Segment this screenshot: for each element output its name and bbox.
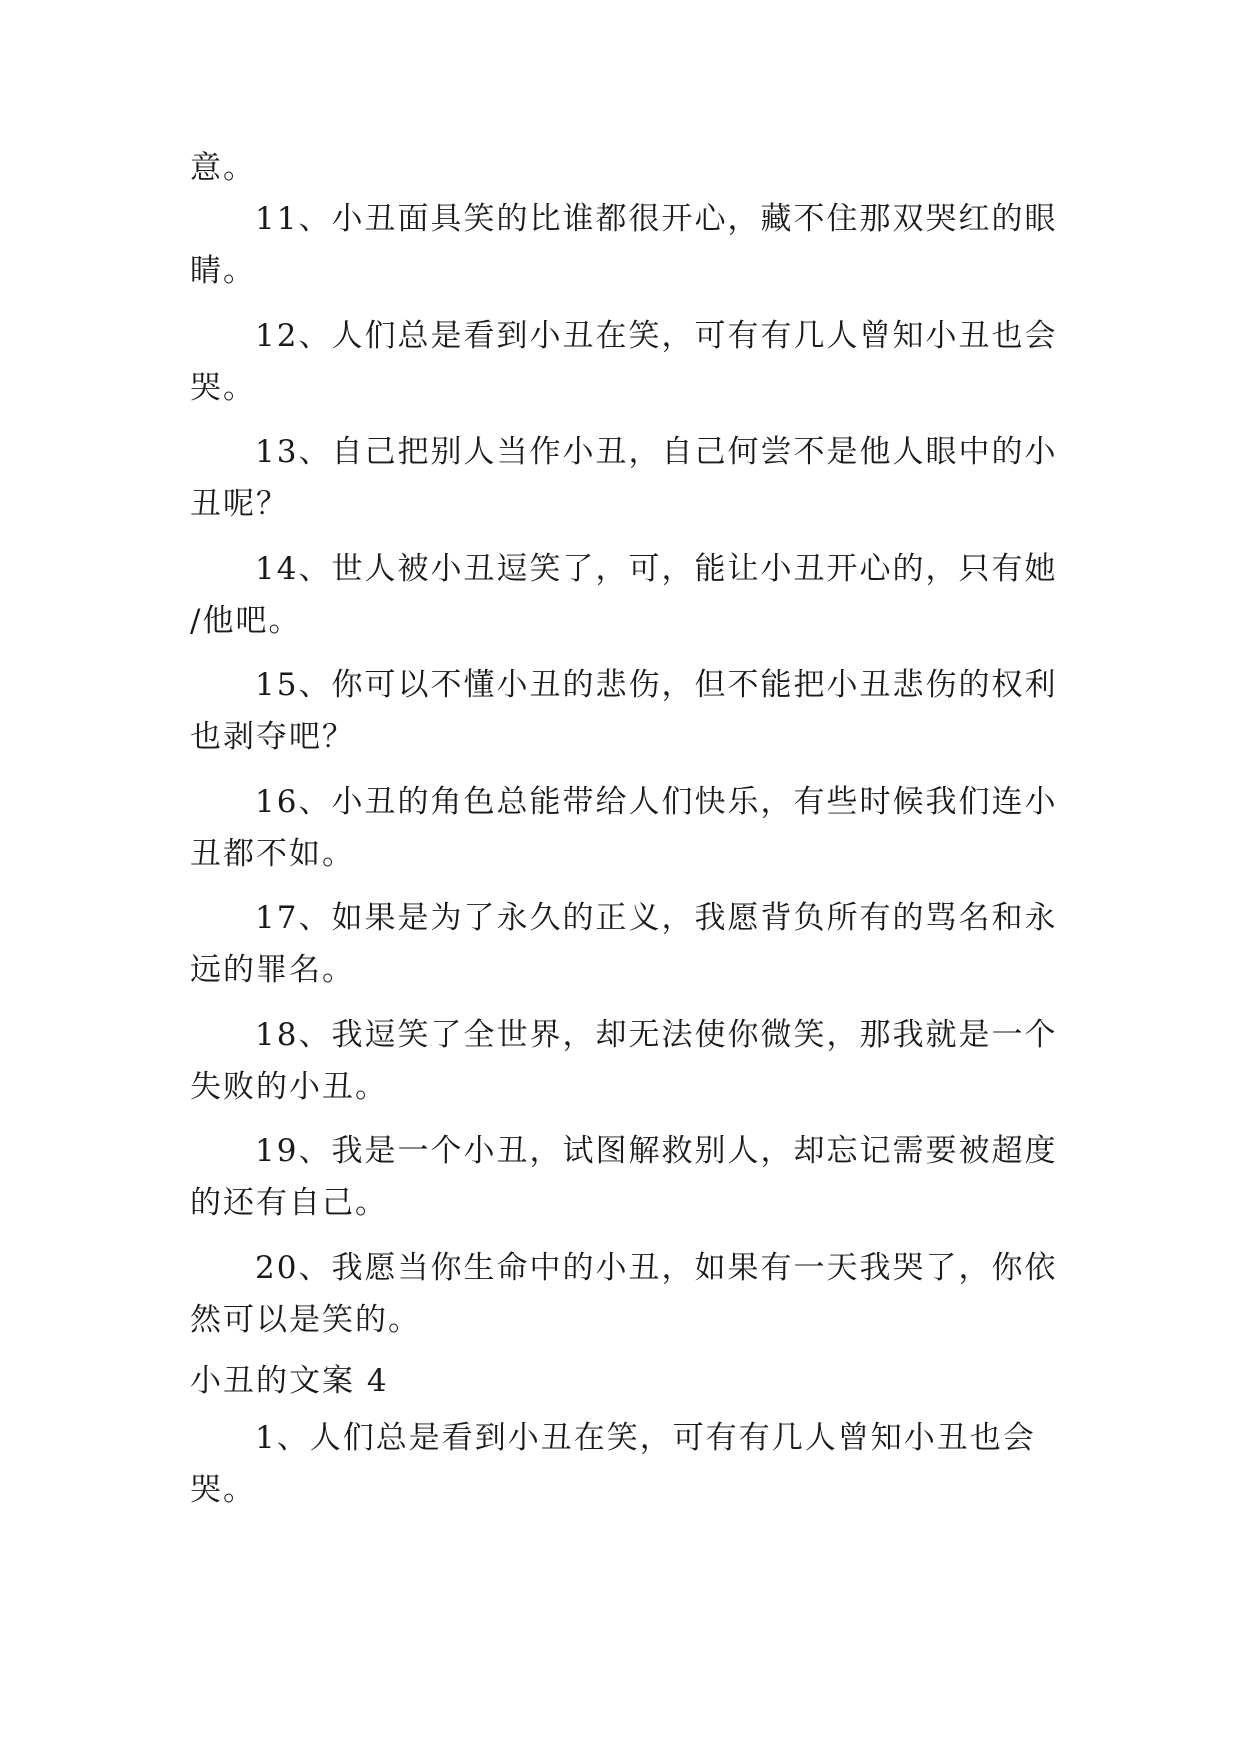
list-item-20: 20、我愿当你生命中的小丑，如果有一天我哭了，你依 (255, 1250, 1058, 1286)
text-line: 哭。 (190, 370, 256, 406)
text-line: 失败的小丑。 (190, 1069, 388, 1105)
list-item-19: 19、我是一个小丑，试图解救别人，却忘记需要被超度 (255, 1133, 1058, 1169)
text-line: 丑呢？ (190, 486, 289, 522)
list-item-14: 14、世人被小丑逗笑了，可，能让小丑开心的，只有她 (255, 551, 1058, 587)
text-line: 意。 (190, 150, 256, 186)
list-item-16: 16、小丑的角色总能带给人们快乐，有些时候我们连小 (255, 784, 1058, 820)
list-item-11: 11、小丑面具笑的比谁都很开心，藏不住那双哭红的眼 (255, 201, 1058, 237)
text-line: /他吧。 (190, 603, 302, 639)
section-heading: 小丑的文案 4 (190, 1363, 389, 1399)
list-item-15: 15、你可以不懂小丑的悲伤，但不能把小丑悲伤的权利 (255, 667, 1058, 703)
text-line: 哭。 (190, 1472, 256, 1508)
text-line: 的还有自己。 (190, 1185, 388, 1221)
text-line: 睛。 (190, 253, 256, 289)
list-item-17: 17、如果是为了永久的正义，我愿背负所有的骂名和永 (255, 900, 1058, 936)
text-line: 然可以是笑的。 (190, 1302, 421, 1338)
text-line: 也剥夺吧？ (190, 719, 355, 755)
list-item-12: 12、人们总是看到小丑在笑，可有有几人曾知小丑也会 (255, 318, 1058, 354)
list-item-18: 18、我逗笑了全世界，却无法使你微笑，那我就是一个 (255, 1017, 1058, 1053)
text-line: 丑都不如。 (190, 836, 355, 872)
list-item-1: 1、人们总是看到小丑在笑，可有有几人曾知小丑也会 (255, 1420, 1036, 1456)
list-item-13: 13、自己把别人当作小丑，自己何尝不是他人眼中的小 (255, 434, 1058, 470)
text-line: 远的罪名。 (190, 952, 355, 988)
